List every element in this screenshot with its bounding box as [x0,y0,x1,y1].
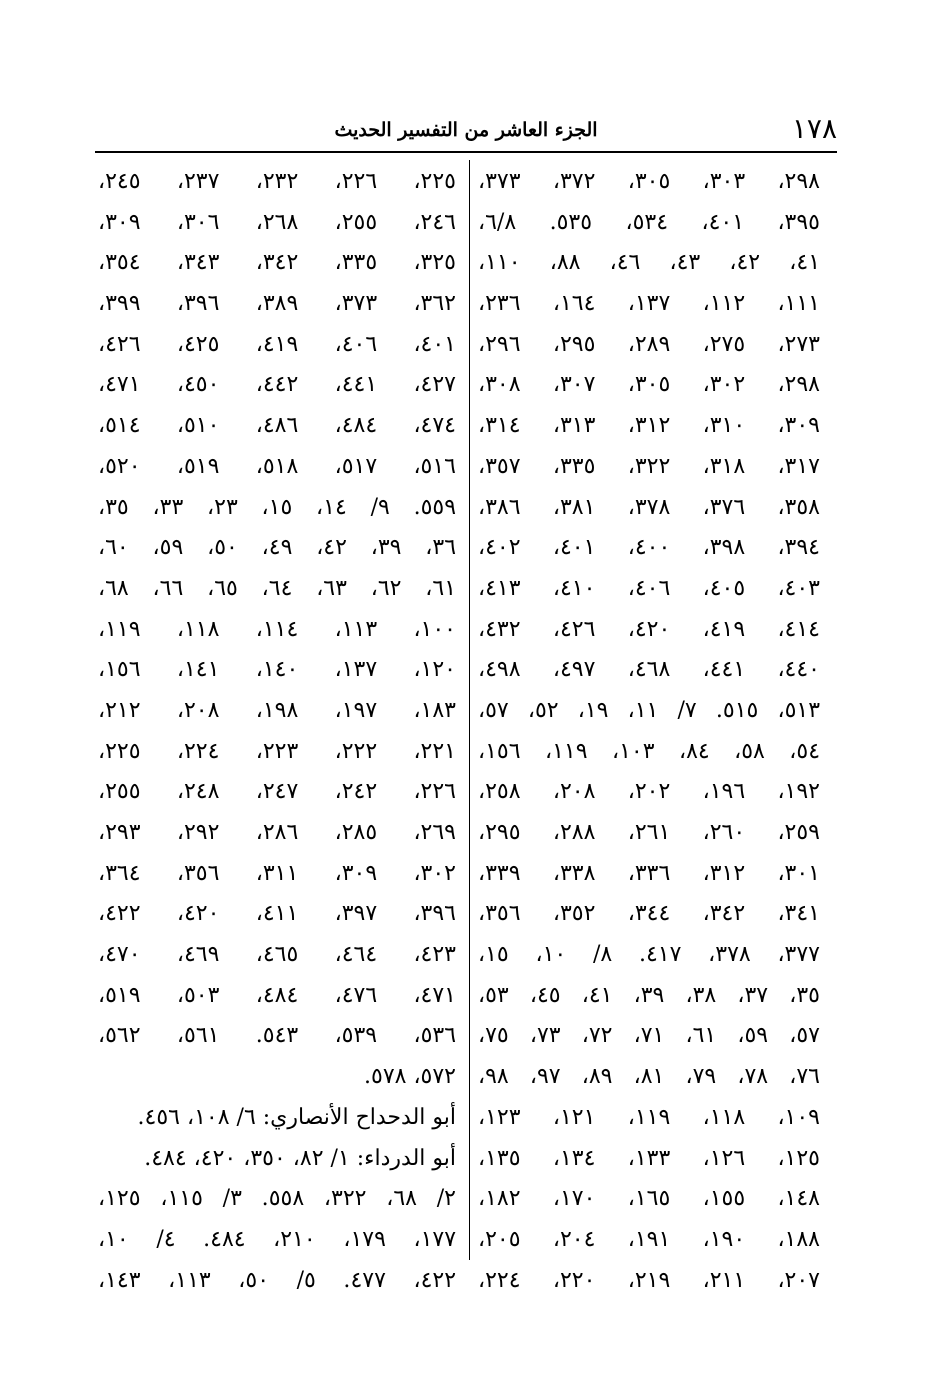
index-line: ٢/ ٦٨، ٣٢٢، ٥٥٨. ٣/ ١١٥، ١٢٥، [98,1186,456,1212]
index-line: ٣١٧، ٣١٨، ٣٢٢، ٣٣٥، ٣٥٧، [478,453,820,479]
index-line: ١٠٩، ١١٨، ١١٩، ١٢١، ١٢٣، [478,1104,820,1130]
index-line: ٢٦٩، ٢٨٥، ٢٨٦، ٢٩٢، ٢٩٣، [98,820,456,845]
index-line: ٣٥٨، ٣٧٦، ٣٧٨، ٣٨١، ٣٨٦، [478,494,820,520]
index-line: ٥١٦، ٥١٧، ٥١٨، ٥١٩، ٥٢٠، [98,453,456,479]
index-line: ١١١، ١١٢، ١٣٧، ١٦٤، ٢٣٦، [478,291,820,317]
index-line: ٣٦، ٣٩، ٤٢، ٤٩، ٥٠، ٥٩، ٦٠، [98,535,456,561]
index-line: ٤٧١، ٤٧٦، ٤٨٤، ٥٠٣، ٥١٩، [98,982,456,1008]
index-line: ٣٧٧، ٣٧٨، ٤١٧. ٨/ ١٠، ١٥، [478,942,820,968]
index-line: ٣٤١، ٣٤٢، ٣٤٤، ٣٥٢، ٣٥٦، [478,901,820,927]
page-header [95,112,837,150]
index-line: أبو الدرداء: ١/ ٨٢، ٣٥٠، ٤٢٠، ٤٨٤. [144,1145,456,1171]
index-line: ٢٢١، ٢٢٢، ٢٢٣، ٢٢٤، ٢٢٥، [98,738,456,764]
index-line: ٧٦، ٧٨، ٧٩، ٨١، ٨٩، ٩٧، ٩٨، [478,1064,820,1090]
running-title: الجزء العاشر من التفسير الحديث [334,119,598,141]
index-line: ٤٢٣، ٤٦٤، ٤٦٥، ٤٦٩، ٤٧٠، [98,942,456,968]
index-line: ١٠٠، ١١٣، ١١٤، ١١٨، ١١٩، [98,616,456,642]
index-line: ٥٧٢، ٥٧٨. [364,1064,456,1090]
index-line: ١٧٧، ١٧٩، ٢١٠، ٤٨٤. ٤/ ١٠، [98,1226,456,1252]
index-line: ٤٢٢، ٤٧٧. ٥/ ٥٠، ١١٣، ١٤٣، [98,1267,456,1293]
index-line: أبو الدحداح الأنصاري: ٦/ ١٠٨، ٤٥٦. [137,1104,456,1130]
index-line: ٣٠٩، ٣١٠، ٣١٢، ٣١٣، ٣١٤، [478,413,820,439]
index-line: ٥٣٦، ٥٣٩، ٥٤٣. ٥٦١، ٥٦٢، [98,1023,456,1049]
index-line: ١٩٢، ١٩٦، ٢٠٢، ٢٠٨، ٢٥٨، [478,779,820,805]
index-line: ٣٢٥، ٣٣٥، ٣٤٢، ٣٤٣، ٣٥٤، [98,250,456,276]
index-line: ١٨٣، ١٩٧، ١٩٨، ٢٠٨، ٢١٢، [98,697,456,723]
index-line: ٢٩٨، ٣٠٣، ٣٠٥، ٣٧٢، ٣٧٣، [478,169,820,194]
index-line: ٥٤، ٥٨، ٨٤، ١٠٣، ١١٩، ١٥٦، [478,738,820,764]
page-number: ١٧٨ [791,112,837,145]
index-line: ١٨٨، ١٩٠، ١٩١، ٢٠٤، ٢٠٥، [478,1226,820,1252]
index-line: ١٢٥، ١٢٦، ١٣٣، ١٣٤، ١٣٥، [478,1145,820,1171]
index-line: ٣٦٢، ٣٧٣، ٣٨٩، ٣٩٦، ٣٩٩، [98,291,456,317]
column-divider [469,160,470,1260]
header-rule [95,151,837,153]
index-line: ٢٢٦، ٢٤٢، ٢٤٧، ٢٤٨، ٢٥٥، [98,779,456,805]
index-line: ٤٤٠، ٤٤١، ٤٦٨، ٤٩٧، ٤٩٨، [478,657,820,683]
left-column [98,162,456,1301]
index-line: ٢٩٨، ٣٠٢، ٣٠٥، ٣٠٧، ٣٠٨، [478,372,820,398]
index-line: ٢٤٦، ٢٥٥، ٢٦٨، ٣٠٦، ٣٠٩، [98,209,456,235]
index-line: ١٢٠، ١٣٧، ١٤٠، ١٤١، ١٥٦، [98,657,456,683]
index-line: ٤٠٣، ٤٠٥، ٤٠٦، ٤١٠، ٤١٣، [478,575,820,601]
index-line: ٥١٣، ٥١٥. ٧/ ١١، ١٩، ٥٢، ٥٧، [478,697,820,723]
index-line: ٢٢٥، ٢٢٦، ٢٣٢، ٢٣٧، ٢٤٥، [98,169,456,194]
index-line: ٣٠٢، ٣٠٩، ٣١١، ٣٥٦، ٣٦٤، [98,860,456,886]
right-column [478,162,820,1301]
index-line: ٥٧، ٥٩، ٦١، ٧١، ٧٢، ٧٣، ٧٥، [478,1023,820,1049]
index-line: ٣٩٤، ٣٩٨، ٤٠٠، ٤٠١، ٤٠٢، [478,535,820,561]
index-line: ٢٧٣، ٢٧٥، ٢٨٩، ٢٩٥، ٢٩٦، [478,331,820,357]
index-line: ٢٥٩، ٢٦٠، ٢٦١، ٢٨٨، ٢٩٥، [478,820,820,845]
index-line: ٤٠١، ٤٠٦، ٤١٩، ٤٢٥، ٤٢٦، [98,331,456,357]
index-line: ٤٢٧، ٤٤١، ٤٤٢، ٤٥٠، ٤٧١، [98,372,456,398]
index-line: ١٤٨، ١٥٥، ١٦٥، ١٧٠، ١٨٢، [478,1186,820,1212]
index-line: ٦١، ٦٢، ٦٣، ٦٤، ٦٥، ٦٦، ٦٨، [98,575,456,601]
index-line: ٣٩٦، ٣٩٧، ٤١١، ٤٢٠، ٤٢٢، [98,901,456,927]
index-line: ٣٠١، ٣١٢، ٣٣٦، ٣٣٨، ٣٣٩، [478,860,820,886]
index-line: ٢٠٧، ٢١١، ٢١٩، ٢٢٠، ٢٢٤، [478,1267,820,1293]
index-line: ٣٩٥، ٤٠١، ٥٣٤، ٥٣٥. ٦/٨، [478,209,820,235]
index-line: ٣٥، ٣٧، ٣٨، ٣٩، ٤١، ٤٥، ٥٣، [478,982,820,1008]
index-line: ٤١، ٤٢، ٤٣، ٤٦، ٨٨، ١١٠، [478,250,820,276]
index-line: ٤١٤، ٤١٩، ٤٢٠، ٤٢٦، ٤٣٢، [478,616,820,642]
index-line: ٤٧٤، ٤٨٤، ٤٨٦، ٥١٠، ٥١٤، [98,413,456,439]
index-line: ٥٥٩. ٩/ ١٤، ١٥، ٢٣، ٣٣، ٣٥، [98,494,456,520]
